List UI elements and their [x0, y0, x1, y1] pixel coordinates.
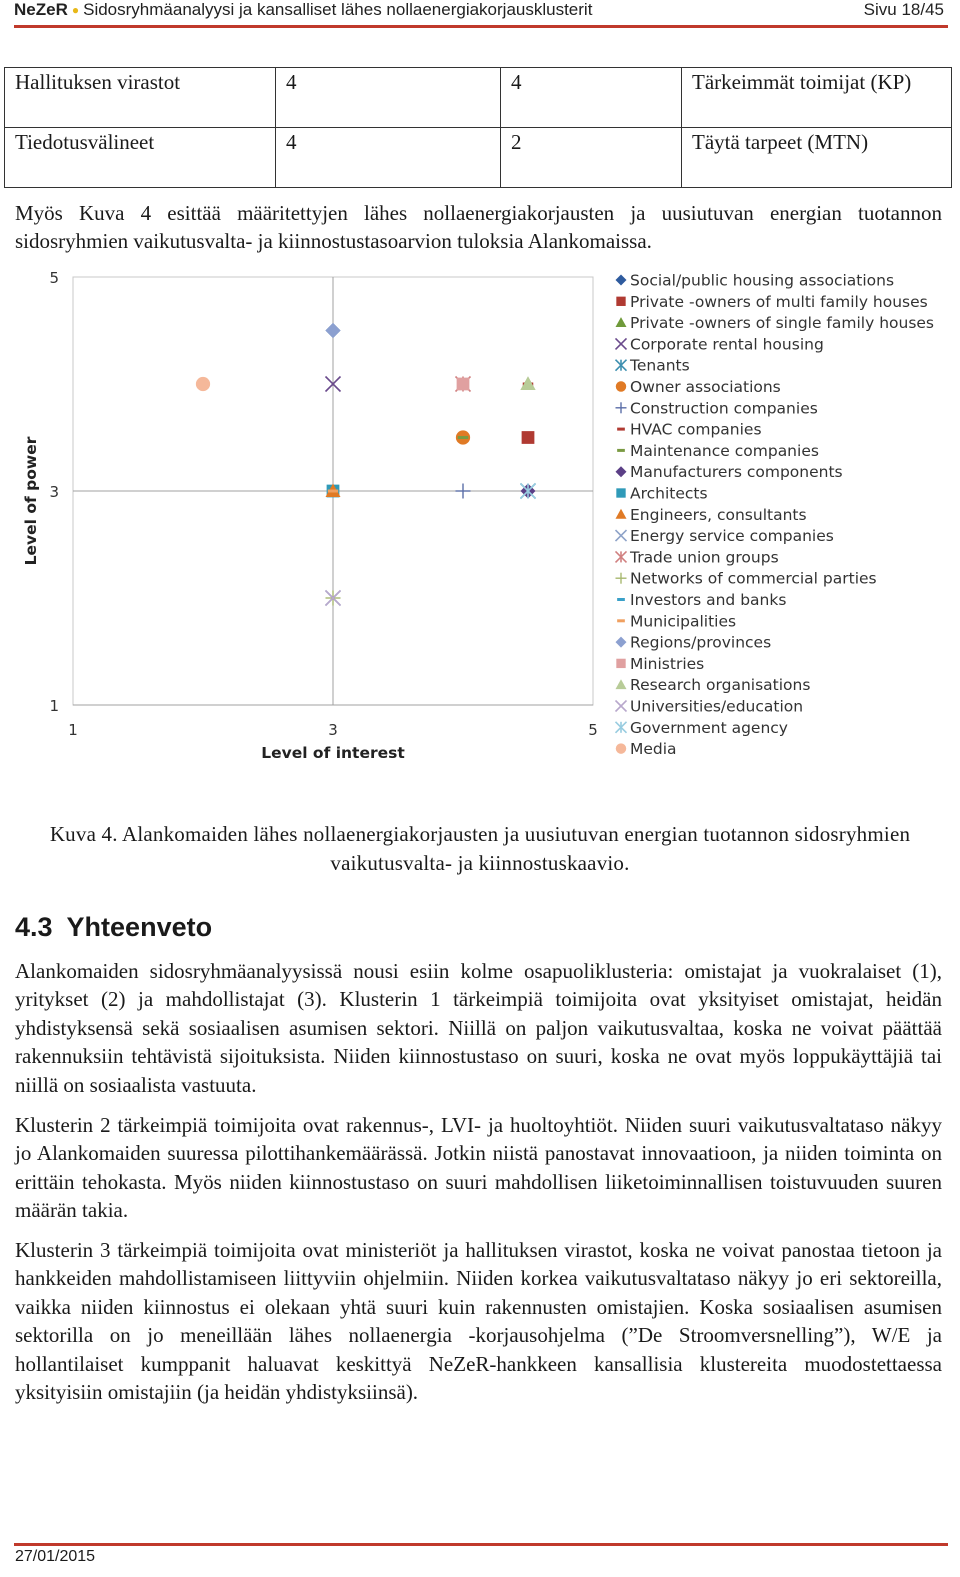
- section-heading: [15, 912, 226, 943]
- legend-label: Engineers, consultants: [630, 505, 807, 524]
- figure-caption: Kuva 4. Alankomaiden lähes nollaenergiakorjausten ja uusiutuvan energian tuotannon sidosryhmien vaikutusvalta- ja kiinnostuskaavio.: [49, 822, 911, 875]
- legend-label: Media: [630, 740, 677, 759]
- legend-marker: [616, 381, 626, 391]
- bullet-icon: ●: [71, 3, 80, 17]
- legend-label: HVAC companies: [630, 420, 762, 439]
- brand-name: NeZeR: [14, 0, 68, 19]
- power-interest-chart: [15, 265, 945, 765]
- data-point: [328, 490, 339, 493]
- legend-marker: [617, 598, 625, 601]
- legend-marker: [616, 722, 627, 733]
- intro-paragraph: Myös Kuva 4 esittää määritettyjen lähes nollaenergiakorjausten ja uusiutuvan energian tuotannon sidosryhmien vaikutusvalta- ja kiinnostustasoarvion tuloksia Alankomaissa.: [15, 201, 942, 254]
- legend-label: Social/public housing associations: [630, 271, 895, 290]
- legend-label: Universities/education: [630, 697, 804, 716]
- legend-marker: [616, 509, 627, 519]
- table-cell: Hallituksen virastot: [5, 68, 276, 128]
- data-point: [326, 323, 341, 338]
- legend-label: Maintenance companies: [630, 441, 819, 460]
- legend-marker: [616, 743, 626, 753]
- table-cell: Tiedotusvälineet: [5, 128, 276, 188]
- y-tick-label: 1: [49, 697, 59, 715]
- table-cell: 4: [276, 128, 501, 188]
- section-title: Yhteenveto: [66, 912, 213, 942]
- legend-marker: [616, 275, 627, 286]
- legend-label: Government agency: [630, 718, 788, 737]
- legend-label: Ministries: [630, 654, 705, 673]
- legend-label: Investors and banks: [630, 591, 787, 609]
- footer-rule: [14, 1543, 948, 1546]
- legend-label: Energy service companies: [630, 527, 834, 546]
- table-cell: Tärkeimmät toimijat (KP): [682, 68, 952, 128]
- data-point: [456, 484, 471, 499]
- footer-date: 27/01/2015: [15, 1548, 96, 1565]
- section-number: 4.3: [15, 912, 53, 942]
- legend-marker: [616, 659, 625, 668]
- legend-label: Owner associations: [630, 378, 781, 396]
- legend-marker: [616, 701, 627, 712]
- x-tick-label: 3: [328, 721, 338, 739]
- table-row: [5, 68, 952, 128]
- table-cell: 4: [276, 68, 501, 128]
- x-axis-title: Level of interest: [261, 744, 405, 762]
- legend-marker: [616, 360, 627, 371]
- table-cell: 4: [501, 68, 682, 128]
- data-point: [458, 436, 469, 439]
- document-title: Sidosryhmäanalyysi ja kansalliset lähes nollaenergiakorjausklusterit: [83, 0, 593, 19]
- data-point: [457, 378, 470, 391]
- body-paragraph: Klusterin 3 tärkeimpiä toimijoita ovat ministeriöt ja hallituksen virastot, koska ne voivat panostaa tietoon ja hankkeiden mahdollistamiseen liittyviin ohjelmiin. Niiden korkea vaikutusvaltataso näkyy jo eri sektoreilla, vaikka niiden kiinnostus ei olekaan yhtä suuri kuin rakennusten omistajien. Koska sosiaalisen asumisen sektorilla on jo meneillään lähes nollaenergia -korjausohjelma (”De Stroomversnelling”), W/E ja hollantilaiset kumppanit haluavat keskittyä NeZeR-hankkeen kansallisia klustereita muodostettaessa yksityisiin omistajiin (ja heidän yhdistyksiinsä).: [15, 1238, 942, 1405]
- legend-marker: [616, 402, 627, 413]
- legend-marker: [616, 530, 627, 541]
- legend-label: Networks of commercial parties: [630, 569, 877, 588]
- y-tick-label: 3: [49, 483, 59, 501]
- legend-label: Municipalities: [630, 612, 737, 631]
- x-tick-label: 1: [68, 721, 78, 739]
- legend-label: Private -owners of multi family houses: [630, 292, 928, 311]
- body-paragraph: Alankomaiden sidosryhmäanalyysissä nousi esiin kolme osapuoliklusteria: omistajat ja vuokralaiset (1), yritykset (2) ja mahdollistajat (3). Klusterin 1 tärkeimpiä toimijoita ovat yksityiset omistajat, heidän yhdistyksensä sekä sosiaalisen asumisen sektori. Niillä on paljon vaikutusvaltaa, koska ne voivat päättää rakennuksiin tehtävistä sijoituksista. Niiden kiinnostustaso on suuri, koska ne ovat myös loppukäyttäjiä tai niillä on sosiaalista vastuuta.: [15, 959, 942, 1097]
- legend-marker: [616, 573, 627, 584]
- data-point: [196, 377, 210, 391]
- legend-marker: [617, 449, 625, 452]
- y-axis-title: Level of power: [22, 436, 40, 566]
- table-cell: 2: [501, 128, 682, 188]
- header-rule: [14, 25, 948, 28]
- legend-marker: [616, 338, 627, 349]
- legend-label: Trade union groups: [630, 548, 779, 567]
- data-point: [522, 431, 535, 444]
- legend-marker: [616, 466, 627, 477]
- body-paragraph: Klusterin 2 tärkeimpiä toimijoita ovat rakennus-, LVI- ja huoltoyhtiöt. Niiden suuri vaikutusvaltataso näkyy jo Alankomaiden suuressa pilottihankemäärässä. Jotkin niistä panostavat innovaatioon, ja niiden toiminta on erittäin tehokasta. Myös niiden kiinnostustaso on suuri mahdollisen liiketoiminnallisen toistuvuuden suuren määrän takia.: [15, 1113, 942, 1223]
- legend-marker: [616, 679, 627, 689]
- legend-marker: [616, 551, 627, 562]
- legend-label: Manufacturers components: [630, 463, 843, 482]
- legend-marker: [616, 297, 625, 306]
- legend-label: Construction companies: [630, 399, 818, 418]
- legend-label: Architects: [630, 484, 708, 503]
- legend-marker: [616, 637, 627, 648]
- legend-label: Tenants: [630, 356, 690, 375]
- legend-marker: [617, 619, 625, 622]
- legend-label: Corporate rental housing: [630, 335, 824, 354]
- table-cell: Täytä tarpeet (MTN): [682, 128, 952, 188]
- x-tick-label: 5: [588, 721, 598, 739]
- legend-label: Private -owners of single family houses: [630, 314, 935, 333]
- page-header: [14, 0, 948, 24]
- legend-marker: [616, 488, 625, 497]
- legend-label: Regions/provinces: [630, 633, 772, 652]
- page-number: Sivu 18/45: [863, 0, 944, 19]
- legend-marker: [616, 317, 627, 327]
- legend-label: Research organisations: [630, 676, 811, 695]
- table-row: [5, 128, 952, 188]
- stakeholder-table: [4, 67, 952, 188]
- legend-marker: [617, 428, 625, 431]
- y-tick-label: 5: [49, 269, 59, 287]
